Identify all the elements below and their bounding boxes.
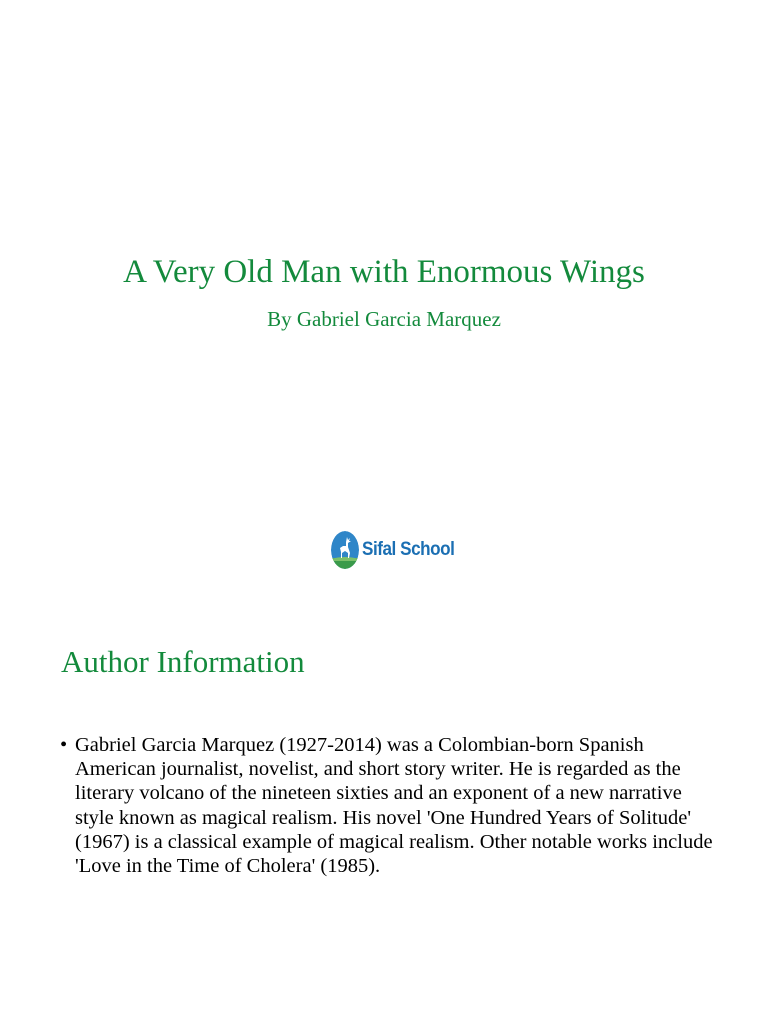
author-info-list: [60, 733, 720, 878]
section-heading: Author Information: [61, 644, 305, 679]
list-item: [60, 733, 720, 878]
page-title: A Very Old Man with Enormous Wings: [123, 254, 645, 290]
bullet-icon: •: [60, 734, 68, 756]
deer-icon: [331, 531, 359, 569]
bullet-text: Gabriel Garcia Marquez (1927-2014) was a Colombian-born Spanish American journalist, novelist, and short story writer. He is regarded as the literary volcano of the nineteen sixties and an exponent of a new narrative style known as magical realism. His novel 'One Hundred Years of Solitude' (1967) is a classical example of magical realism. Other notable works include 'Love in the Time of Cholera' (1985).: [75, 734, 713, 878]
sifal-school-logo: [331, 530, 465, 570]
logo-text: Sifal School: [362, 539, 455, 560]
author-byline: By Gabriel Garcia Marquez: [267, 307, 501, 331]
